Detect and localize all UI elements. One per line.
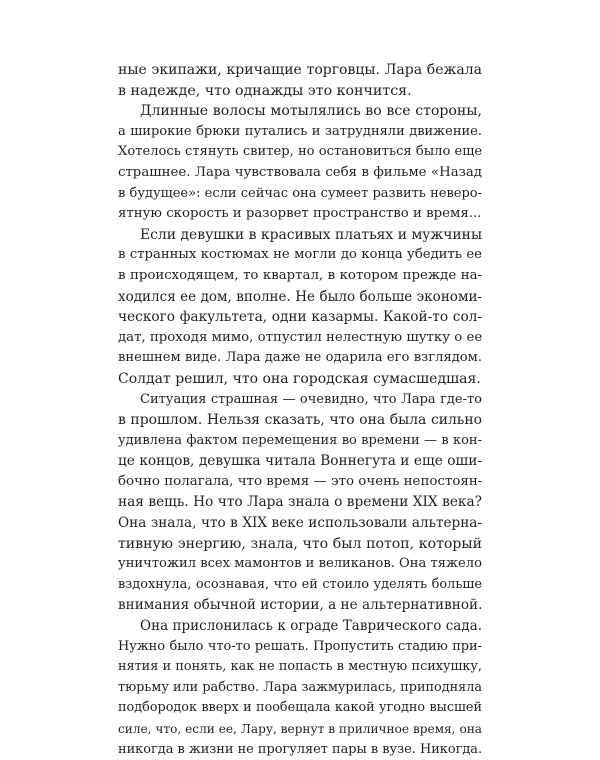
- text-line: Ситуация страшная — очевидно, что Лара где-то: [140, 391, 482, 407]
- paragraph-4: [118, 390, 482, 617]
- text-line: ческого факультета, одни казармы. Какой-то сол-: [118, 309, 482, 326]
- text-line: ходился ее дом, вполне. Не было больше экономи-: [118, 288, 482, 305]
- text-line: удивлена фактом перемещения во времени — в кон-: [118, 432, 482, 448]
- text-line: ные экипажи, кричащие торговцы. Лара бежала: [118, 62, 482, 78]
- text-line: ная вещь. Но что Лара знала о времени XIX века?: [118, 494, 482, 511]
- text-line: никогда в жизни не прогуляет пары в вузе. Никогда.: [118, 741, 483, 757]
- text-line: Она прислонилась к ограде Таврического сада.: [140, 618, 482, 635]
- text-line: Длинные волосы мотылялись во все стороны,: [140, 103, 482, 120]
- text-line: подбородок вверх и пообещала какой угодно высшей: [118, 700, 482, 716]
- text-line: ятную скорость и разорвет пространство и время...: [118, 206, 482, 222]
- paragraph-5: [118, 616, 482, 760]
- book-page: [118, 60, 482, 760]
- text-line: вздохнула, осознавая, что ей стоило уделять больше: [118, 576, 482, 592]
- text-line: Солдат решил, что она городская сумасшедшая.: [118, 370, 481, 387]
- text-line: внимания обычной истории, а не альтернативной.: [118, 597, 483, 614]
- text-line: в странных костюмах не могли до конца убедить ее: [118, 247, 482, 263]
- text-line: в надежде, что однажды это кончится.: [118, 82, 412, 99]
- text-line: страшнее. Лара чувствовала себя в фильме «Назад: [118, 164, 482, 180]
- text-line: в будущее»: если сейчас она сумеет развить неверо-: [118, 185, 482, 201]
- text-line: нятия и понять, как не попасть в местную психушку,: [118, 659, 482, 675]
- text-line: силе, что, если ее, Лару, вернут в приличное время, она: [118, 722, 482, 736]
- text-line: Если девушки в красивых платьях и мужчины: [140, 226, 482, 243]
- text-line: в происходящем, то квартал, в котором прежде на-: [118, 267, 482, 283]
- text-line: тивную энергию, знала, что был потоп, который: [118, 535, 482, 552]
- paragraph-3: [118, 225, 482, 390]
- text-line: уничтожил всех мамонтов и великанов. Она тяжело: [118, 556, 482, 572]
- text-line: Она знала, что в XIX веке использовали альтерна-: [118, 515, 482, 532]
- text-line: бочно полагала, что время — это очень непостоян-: [118, 473, 483, 489]
- text-line: внешнем виде. Лара даже не одарила его взглядом.: [118, 350, 482, 366]
- paragraph-2: [118, 101, 482, 225]
- text-line: Нужно было что-то решать. Пропустить стадию при-: [118, 638, 482, 654]
- text-line: тюрьму или рабство. Лара зажмурилась, приподняла: [118, 679, 482, 695]
- paragraph-1: [118, 60, 482, 101]
- text-line: це концов, девушка читала Воннегута и еще оши-: [118, 453, 482, 470]
- text-line: дат, проходя мимо, отпустил нелестную шутку о ее: [118, 329, 483, 345]
- text-line: в прошлом. Нельзя сказать, что она была сильно: [118, 412, 482, 429]
- text-line: а широкие брюки путались и затрудняли движение.: [118, 123, 482, 139]
- text-line: Хотелось стянуть свитер, но остановиться было еще: [118, 144, 483, 160]
